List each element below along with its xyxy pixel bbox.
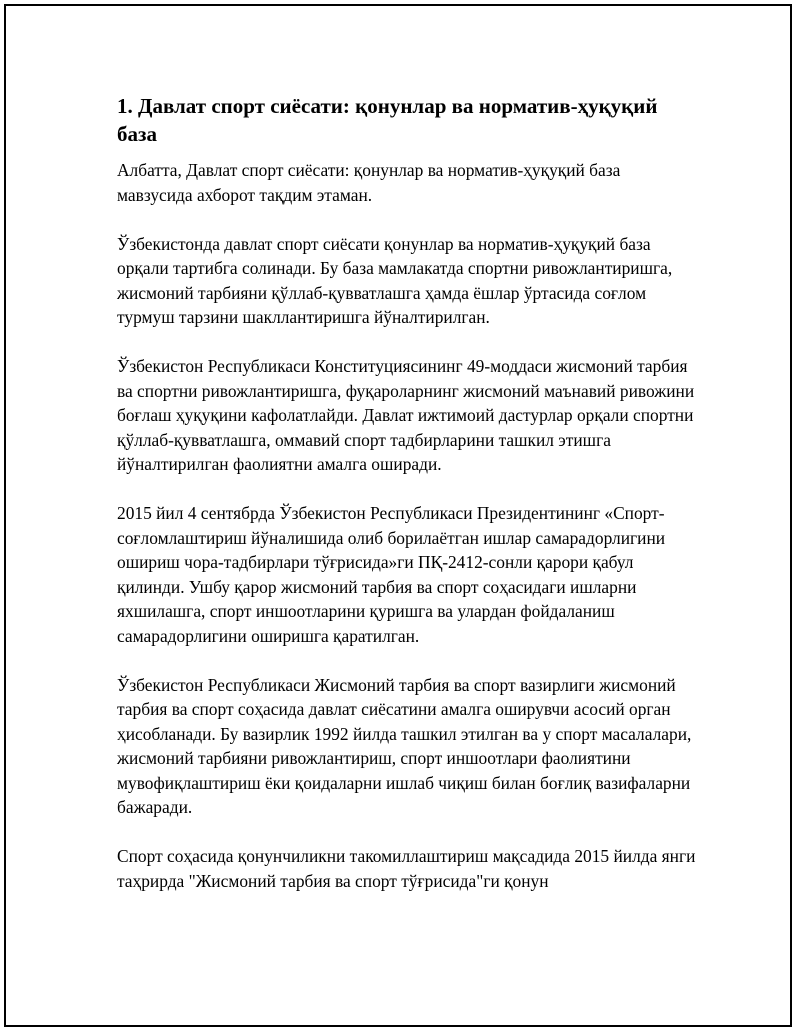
paragraph-overview: Ўзбекистонда давлат спорт сиёсати қонунлар ва норматив-ҳуқуқий база орқали тартибга солинади. Бу база мамлакатда спортни ривожлантиришга, жисмоний тарбияни қўллаб-қувватлашга ҳамда ёшлар ўртасида соғлом турмуш тарзини шакллантиришга йўналтирилган. (117, 233, 673, 327)
paragraph-ministry: Ўзбекистон Республикаси Жисмоний тарбия ва спорт вазирлиги жисмоний тарбия ва спорт соҳасида давлат сиёсатини амалга оширувчи асосий орган ҳисобланади. Бу вазирлик 1992 йилда ташкил этилган ва у спорт масалалари, жисмоний тарбияни ривожлантириш, спорт иншоотлари фаолиятини мувофиқлаштириш ёки қоидаларни ишлаб чиқиш билан боғлиқ вазифаларни бажаради. (117, 674, 692, 817)
paragraph-intro: Албатта, Давлат спорт сиёсати: қонунлар ва норматив-ҳуқуқий база мавзусида ахборот тақдим этаман. (117, 160, 621, 205)
section-heading: 1. Давлат спорт сиёсати: қонунлар ва норматив-ҳуқуқий база (117, 94, 658, 146)
paragraph-legislation: Спорт соҳасида қонунчиликни такомиллаштириш мақсадида 2015 йилда янги таҳрирда "Жисмоний тарбия ва спорт тўғрисида"ги қонун (117, 846, 696, 891)
paragraph-constitution: Ўзбекистон Республикаси Конституциясининг 49-моддаси жисмоний тарбия ва спортни ривожлантиришга, фуқароларнинг жисмоний маънавий ривожини боғлаш ҳуқуқини кафолатлайди. Давлат ижтимоий дастурлар орқали спортни қўллаб-қувватлашга, оммавий спорт тадбирларини ташкил этишга йўналтирилган фаолиятни амалга оширади. (117, 356, 695, 474)
document-body (117, 92, 697, 918)
paragraph-decree: 2015 йил 4 сентябрда Ўзбекистон Республикаси Президентининг «Спорт-соғломлаштириш йўналишида олиб борилаётган ишлар самарадорлигини ошириш чора-тадбирлари тўғрисида»ги ПҚ-2412-сонли қарори қабул қилинди. Ушбу қарор жисмоний тарбия ва спорт соҳасидаги ишларни яхшилашга, спорт иншоотларини қуришга ва улардан фойдаланиш самарадорлигини оширишга қаратилган. (117, 503, 666, 646)
